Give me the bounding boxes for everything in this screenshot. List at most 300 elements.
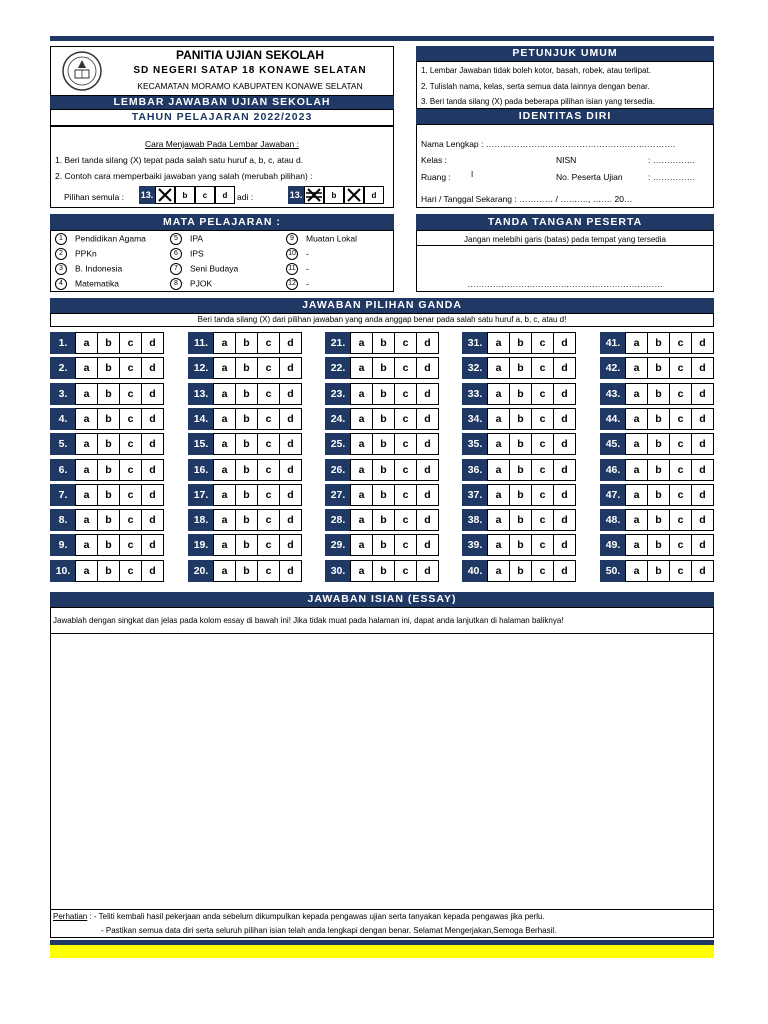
answer-option-c[interactable]: c — [394, 560, 417, 582]
answer-option-b[interactable]: b — [235, 484, 258, 506]
question-number: 24. — [325, 408, 351, 430]
question-number: 27. — [325, 484, 351, 506]
answer-option-a[interactable]: a — [213, 459, 236, 481]
answer-option-a[interactable]: a — [350, 459, 373, 481]
answer-option-b[interactable]: b — [509, 433, 532, 455]
question-number: 6. — [50, 459, 76, 481]
top-bar — [50, 36, 714, 41]
answer-option-b[interactable]: b — [235, 534, 258, 556]
subject-number-circle: 9 — [286, 233, 298, 245]
answer-option-b[interactable]: b — [372, 509, 395, 531]
answer-option-b[interactable]: b — [97, 484, 120, 506]
answer-option-c[interactable]: c — [119, 560, 142, 582]
answer-option-a[interactable]: a — [350, 383, 373, 405]
answer-row — [188, 484, 302, 506]
answer-option-b[interactable]: b — [97, 534, 120, 556]
answer-option-b[interactable]: b — [97, 357, 120, 379]
subject-item[interactable] — [170, 278, 212, 290]
answer-option-d[interactable]: d — [553, 560, 576, 582]
answer-option-d[interactable]: d — [279, 484, 302, 506]
answer-option-b[interactable]: b — [509, 383, 532, 405]
answer-option-d[interactable]: d — [691, 357, 714, 379]
answer-option-b[interactable]: b — [647, 433, 670, 455]
answer-option-c[interactable]: c — [257, 509, 280, 531]
answer-option-a[interactable]: a — [625, 509, 648, 531]
answer-option-a[interactable]: a — [213, 509, 236, 531]
answer-option-d[interactable]: d — [279, 560, 302, 582]
answer-option-a[interactable]: a — [75, 433, 98, 455]
answer-option-c[interactable]: c — [531, 357, 554, 379]
tanggal-field[interactable]: Hari / Tanggal Sekarang : ………… / ………., ……. 20… — [421, 194, 633, 204]
answer-row — [188, 383, 302, 405]
essay-instruction: Jawablah dengan singkat dan jelas pada kolom essay di bawah ini! Jika tidak muat pada halaman ini, dapat anda lanjutkan di halaman baliknya! — [53, 616, 564, 625]
answer-option-a[interactable]: a — [487, 509, 510, 531]
answer-option-c[interactable]: c — [394, 484, 417, 506]
answer-row — [600, 484, 714, 506]
question-number: 22. — [325, 357, 351, 379]
answer-option-b[interactable]: b — [647, 560, 670, 582]
answer-option-c[interactable]: c — [531, 383, 554, 405]
nisn-field[interactable]: : …………… — [648, 155, 696, 165]
perhatian-line-2: - Pastikan semua data diri serta seluruh pilihan isian telah anda lengkapi dengan benar. Selamat Mengerjakan,Semoga Berhasil. — [101, 926, 557, 935]
answer-option-d[interactable]: d — [279, 383, 302, 405]
answer-option-a[interactable]: a — [213, 332, 236, 354]
answer-option-c[interactable]: c — [394, 433, 417, 455]
answer-row — [600, 560, 714, 582]
answer-option-c[interactable]: c — [119, 408, 142, 430]
answer-option-c[interactable]: c — [531, 433, 554, 455]
answer-row — [325, 459, 439, 481]
question-number: 3. — [50, 383, 76, 405]
answer-option-d[interactable]: d — [141, 383, 164, 405]
answer-option-a[interactable]: a — [350, 534, 373, 556]
answer-option-a[interactable]: a — [487, 408, 510, 430]
answer-option-c[interactable]: c — [394, 357, 417, 379]
answer-option-b[interactable]: b — [647, 509, 670, 531]
answer-option-a[interactable]: a — [350, 484, 373, 506]
answer-option-b[interactable]: b — [509, 560, 532, 582]
ttd-note: Jangan melebihi garis (batas) pada tempat yang tersedia — [464, 235, 666, 244]
subject-number-circle: 4 — [55, 278, 67, 290]
answer-option-c[interactable]: c — [669, 332, 692, 354]
answer-option-d[interactable]: d — [416, 534, 439, 556]
question-number: 49. — [600, 534, 626, 556]
answer-option-c[interactable]: c — [119, 357, 142, 379]
answer-row — [325, 357, 439, 379]
answer-option-a[interactable]: a — [75, 459, 98, 481]
answer-option-d[interactable]: d — [691, 332, 714, 354]
answer-option-a[interactable]: a — [75, 332, 98, 354]
answer-option-b[interactable]: b — [647, 383, 670, 405]
answer-option-b[interactable]: b — [372, 357, 395, 379]
answer-option-c[interactable]: c — [257, 383, 280, 405]
answer-option-d[interactable]: d — [279, 459, 302, 481]
answer-option-d[interactable]: d — [141, 459, 164, 481]
question-number: 26. — [325, 459, 351, 481]
answer-option-d[interactable]: d — [416, 383, 439, 405]
answer-option-b[interactable]: b — [97, 383, 120, 405]
answer-option-a[interactable]: a — [75, 560, 98, 582]
answer-option-c[interactable]: c — [257, 484, 280, 506]
answer-option-a[interactable]: a — [350, 433, 373, 455]
answer-option-a[interactable]: a — [213, 560, 236, 582]
answer-option-b[interactable]: b — [97, 332, 120, 354]
answer-option-a[interactable]: a — [625, 332, 648, 354]
answer-option-b[interactable]: b — [235, 433, 258, 455]
answer-option-a[interactable]: a — [75, 408, 98, 430]
subject-number-circle: 5 — [170, 233, 182, 245]
answer-option-d[interactable]: d — [141, 534, 164, 556]
subject-number-circle: 7 — [170, 263, 182, 275]
answer-option-c[interactable]: c — [394, 509, 417, 531]
example-option-b-2: b — [324, 186, 344, 204]
question-number: 44. — [600, 408, 626, 430]
answer-option-a[interactable]: a — [487, 484, 510, 506]
answer-option-a[interactable]: a — [213, 408, 236, 430]
answer-option-d[interactable]: d — [553, 484, 576, 506]
answer-option-d[interactable]: d — [279, 408, 302, 430]
answer-option-b[interactable]: b — [647, 408, 670, 430]
subject-item[interactable] — [286, 278, 309, 290]
answer-option-d[interactable]: d — [416, 560, 439, 582]
answer-option-c[interactable]: c — [669, 560, 692, 582]
answer-option-c[interactable]: c — [669, 534, 692, 556]
question-number: 16. — [188, 459, 214, 481]
subject-item[interactable] — [286, 233, 357, 245]
subject-number-circle: 10 — [286, 248, 298, 260]
answer-option-b[interactable]: b — [647, 332, 670, 354]
answer-option-d[interactable]: d — [553, 433, 576, 455]
answer-option-b[interactable]: b — [509, 332, 532, 354]
answer-option-a[interactable]: a — [625, 357, 648, 379]
answer-option-d[interactable]: d — [279, 433, 302, 455]
answer-option-b[interactable]: b — [647, 357, 670, 379]
answer-option-b[interactable]: b — [97, 560, 120, 582]
answer-option-c[interactable]: c — [669, 383, 692, 405]
answer-row — [325, 534, 439, 556]
question-number: 46. — [600, 459, 626, 481]
answer-row — [188, 509, 302, 531]
answer-option-b[interactable]: b — [235, 560, 258, 582]
answer-row — [50, 408, 164, 430]
answer-option-b[interactable]: b — [235, 332, 258, 354]
answer-option-a[interactable]: a — [213, 534, 236, 556]
question-number: 20. — [188, 560, 214, 582]
ttd-line: …………………………………………………………… — [467, 279, 663, 289]
answer-option-a[interactable]: a — [75, 383, 98, 405]
answer-option-b[interactable]: b — [235, 408, 258, 430]
answer-option-c[interactable]: c — [531, 332, 554, 354]
answer-option-c[interactable]: c — [394, 534, 417, 556]
answer-option-c[interactable]: c — [669, 433, 692, 455]
question-number: 7. — [50, 484, 76, 506]
question-number: 37. — [462, 484, 488, 506]
answer-option-b[interactable]: b — [372, 459, 395, 481]
answer-option-a[interactable]: a — [487, 357, 510, 379]
bottom-yellow-bar — [50, 945, 714, 958]
answer-option-c[interactable]: c — [119, 332, 142, 354]
answer-option-c[interactable]: c — [394, 408, 417, 430]
answer-option-c[interactable]: c — [119, 383, 142, 405]
pg-instruction: Beri tanda silang (X) dari pilihan jawaban yang anda anggap benar pada salah satu huruf a, b, c, atau d! — [197, 315, 567, 324]
answer-option-c[interactable]: c — [119, 509, 142, 531]
answer-row — [188, 459, 302, 481]
question-number: 13. — [188, 383, 214, 405]
example-option-c: c — [195, 186, 215, 204]
answer-option-d[interactable]: d — [416, 357, 439, 379]
answer-option-d[interactable]: d — [553, 383, 576, 405]
answer-option-a[interactable]: a — [487, 332, 510, 354]
subject-number-circle: 1 — [55, 233, 67, 245]
question-number: 12. — [188, 357, 214, 379]
answer-option-d[interactable]: d — [416, 332, 439, 354]
peserta-field[interactable]: : …………… — [648, 172, 696, 182]
answer-option-a[interactable]: a — [213, 357, 236, 379]
answer-option-b[interactable]: b — [509, 534, 532, 556]
question-number: 21. — [325, 332, 351, 354]
answer-option-a[interactable]: a — [625, 484, 648, 506]
answer-option-d[interactable]: d — [141, 560, 164, 582]
answer-option-d[interactable]: d — [141, 433, 164, 455]
answer-option-b[interactable]: b — [372, 484, 395, 506]
answer-row — [462, 459, 576, 481]
answer-row — [50, 383, 164, 405]
answer-option-a[interactable]: a — [625, 534, 648, 556]
answer-option-a[interactable]: a — [350, 357, 373, 379]
question-number: 41. — [600, 332, 626, 354]
answer-option-c[interactable]: c — [669, 509, 692, 531]
answer-option-a[interactable]: a — [75, 357, 98, 379]
answer-option-d[interactable]: d — [553, 357, 576, 379]
answer-option-b[interactable]: b — [509, 509, 532, 531]
answer-option-b[interactable]: b — [372, 534, 395, 556]
answer-row — [188, 357, 302, 379]
answer-option-a[interactable]: a — [75, 484, 98, 506]
question-number: 36. — [462, 459, 488, 481]
answer-option-b[interactable]: b — [97, 459, 120, 481]
answer-option-b[interactable]: b — [235, 357, 258, 379]
answer-option-b[interactable]: b — [647, 484, 670, 506]
answer-option-a[interactable]: a — [350, 560, 373, 582]
answer-row — [462, 408, 576, 430]
subject-item[interactable] — [170, 233, 203, 245]
answer-option-d[interactable]: d — [691, 509, 714, 531]
subject-item[interactable] — [55, 278, 119, 290]
answer-option-b[interactable]: b — [235, 509, 258, 531]
answer-option-a[interactable]: a — [213, 484, 236, 506]
school-year: TAHUN PELAJARAN 2022/2023 — [131, 111, 313, 123]
answer-option-d[interactable]: d — [691, 459, 714, 481]
answer-row — [600, 408, 714, 430]
answer-option-b[interactable]: b — [509, 357, 532, 379]
answer-option-c[interactable]: c — [119, 433, 142, 455]
answer-option-a[interactable]: a — [487, 433, 510, 455]
question-number: 38. — [462, 509, 488, 531]
answer-option-d[interactable]: d — [691, 433, 714, 455]
example-option-d-2: d — [364, 186, 384, 204]
answer-option-d[interactable]: d — [416, 509, 439, 531]
answer-option-d[interactable]: d — [279, 534, 302, 556]
answer-option-a[interactable]: a — [625, 459, 648, 481]
answer-option-d[interactable]: d — [416, 484, 439, 506]
answer-option-c[interactable]: c — [257, 459, 280, 481]
answer-option-c[interactable]: c — [119, 484, 142, 506]
answer-option-a[interactable]: a — [75, 534, 98, 556]
subject-name: B. Indonesia — [75, 263, 123, 274]
question-number: 29. — [325, 534, 351, 556]
answer-option-b[interactable]: b — [509, 459, 532, 481]
answer-option-c[interactable]: c — [257, 534, 280, 556]
answer-option-c[interactable]: c — [531, 509, 554, 531]
answer-option-c[interactable]: c — [119, 534, 142, 556]
essay-answer-area[interactable] — [50, 633, 714, 910]
answer-option-b[interactable]: b — [372, 433, 395, 455]
answer-option-d[interactable]: d — [416, 408, 439, 430]
answer-option-a[interactable]: a — [487, 534, 510, 556]
answer-option-c[interactable]: c — [531, 534, 554, 556]
answer-row — [50, 433, 164, 455]
answer-option-d[interactable]: d — [553, 332, 576, 354]
answer-option-c[interactable]: c — [531, 459, 554, 481]
answer-option-c[interactable]: c — [394, 383, 417, 405]
sheet-title: LEMBAR JAWABAN UJIAN SEKOLAH — [50, 96, 394, 109]
answer-row — [50, 560, 164, 582]
ttd-title: TANDA TANGAN PESERTA — [416, 214, 714, 230]
school-logo — [60, 50, 104, 92]
answer-option-c[interactable]: c — [394, 459, 417, 481]
subject-item[interactable] — [170, 263, 238, 275]
answer-option-b[interactable]: b — [372, 332, 395, 354]
answer-option-d[interactable]: d — [553, 408, 576, 430]
question-number: 50. — [600, 560, 626, 582]
answer-option-d[interactable]: d — [691, 560, 714, 582]
menjadi-label: adi : — [237, 192, 254, 202]
answer-option-a[interactable]: a — [350, 509, 373, 531]
answer-option-c[interactable]: c — [394, 332, 417, 354]
committee-title: PANITIA UJIAN SEKOLAH — [175, 48, 324, 62]
answer-option-b[interactable]: b — [509, 484, 532, 506]
answer-option-a[interactable]: a — [625, 433, 648, 455]
answer-option-a[interactable]: a — [350, 332, 373, 354]
answer-option-d[interactable]: d — [279, 357, 302, 379]
subject-name: Seni Budaya — [190, 263, 239, 274]
answer-option-a[interactable]: a — [625, 408, 648, 430]
subject-item[interactable] — [55, 263, 122, 275]
answer-option-a[interactable]: a — [487, 560, 510, 582]
answer-option-d[interactable]: d — [416, 459, 439, 481]
answer-option-c[interactable]: c — [531, 484, 554, 506]
subject-item[interactable] — [55, 233, 146, 245]
answer-option-d[interactable]: d — [691, 484, 714, 506]
question-number: 8. — [50, 509, 76, 531]
answer-row — [50, 332, 164, 354]
answer-row — [325, 433, 439, 455]
answer-option-b[interactable]: b — [235, 459, 258, 481]
answer-option-b[interactable]: b — [97, 509, 120, 531]
subject-name: IPS — [190, 248, 204, 259]
answer-option-d[interactable]: d — [691, 534, 714, 556]
question-number: 1. — [50, 332, 76, 354]
answer-option-b[interactable]: b — [97, 433, 120, 455]
answer-option-d[interactable]: d — [141, 408, 164, 430]
subject-name: Pendidikan Agama — [75, 233, 146, 244]
answer-option-a[interactable]: a — [213, 433, 236, 455]
question-number: 30. — [325, 560, 351, 582]
answer-row — [325, 560, 439, 582]
answer-option-c[interactable]: c — [257, 357, 280, 379]
subject-item[interactable] — [286, 263, 309, 275]
answer-option-b[interactable]: b — [372, 408, 395, 430]
answer-row — [325, 332, 439, 354]
answer-option-d[interactable]: d — [141, 332, 164, 354]
answer-option-b[interactable]: b — [235, 383, 258, 405]
mapel-title: MATA PELAJARAN : — [50, 214, 394, 230]
answer-option-c[interactable]: c — [257, 332, 280, 354]
answer-option-d[interactable]: d — [553, 534, 576, 556]
nama-field[interactable]: Nama Lengkap : …………………………………………………………. — [421, 139, 676, 149]
answer-row — [600, 383, 714, 405]
answer-option-a[interactable]: a — [487, 383, 510, 405]
answer-option-a[interactable]: a — [350, 408, 373, 430]
answer-option-a[interactable]: a — [625, 383, 648, 405]
subject-item[interactable] — [55, 248, 97, 260]
answer-option-c[interactable]: c — [257, 560, 280, 582]
answer-option-b[interactable]: b — [372, 560, 395, 582]
answer-row — [462, 560, 576, 582]
answer-option-d[interactable]: d — [279, 332, 302, 354]
answer-option-a[interactable]: a — [75, 509, 98, 531]
pilihan-semula-label: Pilihan semula : — [64, 192, 125, 202]
answer-option-c[interactable]: c — [669, 357, 692, 379]
answer-row — [462, 433, 576, 455]
answer-row — [50, 534, 164, 556]
answer-option-d[interactable]: d — [691, 383, 714, 405]
answer-option-d[interactable]: d — [553, 459, 576, 481]
answer-option-b[interactable]: b — [647, 534, 670, 556]
answer-option-b[interactable]: b — [647, 459, 670, 481]
answer-option-d[interactable]: d — [141, 357, 164, 379]
answer-option-c[interactable]: c — [119, 459, 142, 481]
answer-option-b[interactable]: b — [97, 408, 120, 430]
answer-option-d[interactable]: d — [553, 509, 576, 531]
answer-option-c[interactable]: c — [257, 408, 280, 430]
answer-option-d[interactable]: d — [416, 433, 439, 455]
answer-option-c[interactable]: c — [531, 408, 554, 430]
answer-row — [600, 357, 714, 379]
ruang-field[interactable]: Ruang : — [421, 172, 451, 182]
answer-option-d[interactable]: d — [141, 484, 164, 506]
subject-item[interactable] — [170, 248, 204, 260]
answer-option-b[interactable]: b — [372, 383, 395, 405]
answer-option-a[interactable]: a — [625, 560, 648, 582]
subject-name: PJOK — [190, 278, 213, 289]
answer-row — [600, 433, 714, 455]
answer-option-c[interactable]: c — [257, 433, 280, 455]
subject-item[interactable] — [286, 248, 309, 260]
answer-option-a[interactable]: a — [213, 383, 236, 405]
answer-option-b[interactable]: b — [509, 408, 532, 430]
answer-option-c[interactable]: c — [669, 484, 692, 506]
kelas-field[interactable]: Kelas : — [421, 155, 447, 165]
answer-option-c[interactable]: c — [669, 408, 692, 430]
answer-row — [325, 484, 439, 506]
answer-option-d[interactable]: d — [279, 509, 302, 531]
answer-option-d[interactable]: d — [141, 509, 164, 531]
answer-option-c[interactable]: c — [669, 459, 692, 481]
answer-option-a[interactable]: a — [487, 459, 510, 481]
answer-option-c[interactable]: c — [531, 560, 554, 582]
answer-option-d[interactable]: d — [691, 408, 714, 430]
